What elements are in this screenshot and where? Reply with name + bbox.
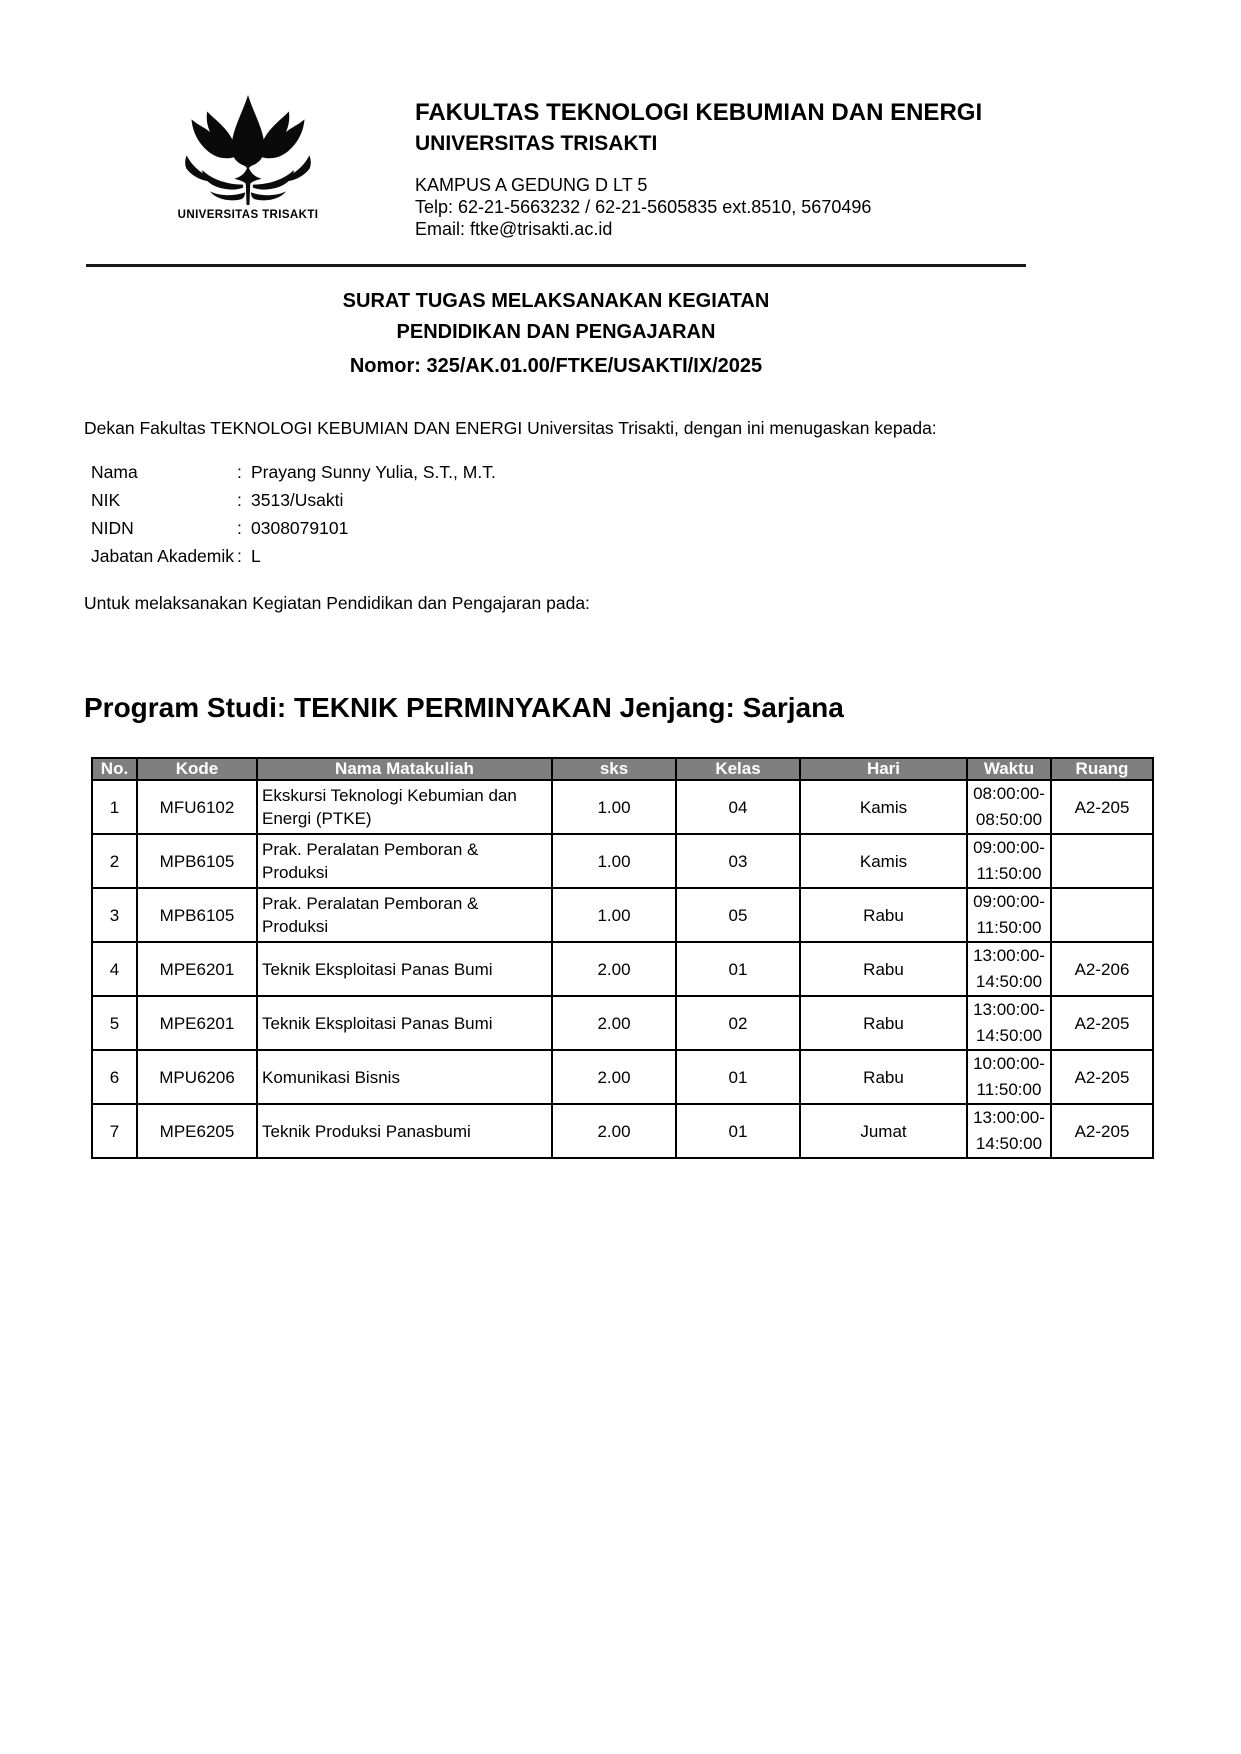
cell-waktu: 09:00:00-11:50:00: [967, 888, 1051, 942]
cell-waktu: 13:00:00-14:50:00: [967, 942, 1051, 996]
cell-no: 4: [92, 942, 137, 996]
logo-caption: UNIVERSITAS TRISAKTI: [177, 209, 319, 221]
cell-nama-matakuliah: Teknik Eksploitasi Panas Bumi: [257, 942, 552, 996]
cell-kode: MPE6201: [137, 996, 257, 1050]
cell-waktu: 08:00:00-08:50:00: [967, 780, 1051, 834]
recipient-value: L: [251, 546, 261, 566]
recipient-value: 3513/Usakti: [251, 490, 344, 510]
title-line-2: PENDIDIKAN DAN PENGAJARAN: [396, 321, 716, 343]
cell-sks: 1.00: [552, 888, 676, 942]
cell-kelas: 01: [676, 1104, 800, 1158]
cell-kelas: 01: [676, 942, 800, 996]
cell-ruang: A2-205: [1051, 1050, 1153, 1104]
cell-waktu: 13:00:00-14:50:00: [967, 996, 1051, 1050]
recipient-row-nama: [91, 458, 496, 486]
recipient-row-jabatan: [91, 542, 496, 570]
cell-no: 5: [92, 996, 137, 1050]
cell-hari: Rabu: [800, 1050, 967, 1104]
cell-nama-matakuliah: Ekskursi Teknologi Kebumian dan Energi (PTKE): [257, 780, 552, 834]
col-header-no: No.: [92, 758, 137, 780]
university-name: UNIVERSITAS TRISAKTI: [415, 132, 658, 155]
phone-line: Telp: 62-21-5663232 / 62-21-5605835 ext.8510, 5670496: [415, 197, 872, 218]
cell-kode: MPE6205: [137, 1104, 257, 1158]
recipient-label: NIK: [91, 490, 121, 510]
recipient-label: Nama: [91, 462, 138, 482]
university-logo: [163, 95, 333, 221]
cell-kelas: 01: [676, 1050, 800, 1104]
trisakti-trident-icon: [172, 95, 324, 207]
table-row: [92, 780, 1153, 834]
recipient-row-nik: [91, 486, 496, 514]
table-row: [92, 942, 1153, 996]
cell-sks: 1.00: [552, 780, 676, 834]
col-header-kode: Kode: [137, 758, 257, 780]
col-header-waktu: Waktu: [967, 758, 1051, 780]
letterhead-divider: [86, 264, 1026, 267]
table-row: [92, 1104, 1153, 1158]
cell-hari: Jumat: [800, 1104, 967, 1158]
table-row: [92, 888, 1153, 942]
cell-no: 6: [92, 1050, 137, 1104]
opening-paragraph: Dekan Fakultas TEKNOLOGI KEBUMIAN DAN ENERGI Universitas Trisakti, dengan ini menugaskan kepada:: [84, 418, 937, 438]
col-header-ruang: Ruang: [1051, 758, 1153, 780]
cell-hari: Rabu: [800, 888, 967, 942]
cell-kelas: 04: [676, 780, 800, 834]
table-row: [92, 996, 1153, 1050]
recipient-row-nidn: [91, 514, 496, 542]
recipient-details: [91, 458, 496, 570]
recipient-value: 0308079101: [251, 518, 349, 538]
cell-ruang: A2-205: [1051, 780, 1153, 834]
recipient-label: NIDN: [91, 518, 134, 538]
cell-hari: Kamis: [800, 780, 967, 834]
cell-sks: 2.00: [552, 996, 676, 1050]
cell-sks: 2.00: [552, 1050, 676, 1104]
assignment-intro: Untuk melaksanakan Kegiatan Pendidikan dan Pengajaran pada:: [84, 593, 590, 613]
cell-sks: 2.00: [552, 942, 676, 996]
cell-hari: Kamis: [800, 834, 967, 888]
cell-ruang: [1051, 888, 1153, 942]
cell-nama-matakuliah: Komunikasi Bisnis: [257, 1050, 552, 1104]
col-header-hari: Hari: [800, 758, 967, 780]
document-title: [84, 286, 1028, 382]
cell-nama-matakuliah: Prak. Peralatan Pemboran & Produksi: [257, 834, 552, 888]
cell-sks: 2.00: [552, 1104, 676, 1158]
col-header-sks: sks: [552, 758, 676, 780]
cell-kelas: 03: [676, 834, 800, 888]
cell-no: 3: [92, 888, 137, 942]
cell-no: 2: [92, 834, 137, 888]
document-number: Nomor: 325/AK.01.00/FTKE/USAKTI/IX/2025: [349, 355, 763, 377]
cell-kode: MPE6201: [137, 942, 257, 996]
cell-nama-matakuliah: Teknik Produksi Panasbumi: [257, 1104, 552, 1158]
cell-kode: MPB6105: [137, 834, 257, 888]
col-header-nama-matakuliah: Nama Matakuliah: [257, 758, 552, 780]
cell-ruang: A2-206: [1051, 942, 1153, 996]
cell-no: 1: [92, 780, 137, 834]
cell-kode: MPB6105: [137, 888, 257, 942]
cell-kode: MFU6102: [137, 780, 257, 834]
schedule-table: [91, 757, 1154, 1159]
cell-hari: Rabu: [800, 942, 967, 996]
cell-no: 7: [92, 1104, 137, 1158]
cell-kode: MPU6206: [137, 1050, 257, 1104]
recipient-separator: :: [237, 490, 242, 510]
cell-kelas: 05: [676, 888, 800, 942]
recipient-separator: :: [237, 518, 242, 538]
cell-hari: Rabu: [800, 996, 967, 1050]
email-line: Email: ftke@trisakti.ac.id: [415, 219, 613, 240]
cell-waktu: 13:00:00-14:50:00: [967, 1104, 1051, 1158]
table-row: [92, 834, 1153, 888]
recipient-separator: :: [237, 462, 242, 482]
recipient-label: Jabatan Akademik: [91, 546, 235, 566]
cell-ruang: [1051, 834, 1153, 888]
program-heading: Program Studi: TEKNIK PERMINYAKAN Jenjang: Sarjana: [84, 692, 844, 723]
title-line-1: SURAT TUGAS MELAKSANAKAN KEGIATAN: [342, 290, 770, 312]
col-header-kelas: Kelas: [676, 758, 800, 780]
cell-ruang: A2-205: [1051, 996, 1153, 1050]
cell-nama-matakuliah: Teknik Eksploitasi Panas Bumi: [257, 996, 552, 1050]
cell-ruang: A2-205: [1051, 1104, 1153, 1158]
cell-sks: 1.00: [552, 834, 676, 888]
recipient-separator: :: [237, 546, 242, 566]
campus-address: KAMPUS A GEDUNG D LT 5: [415, 175, 648, 196]
address-block: [415, 174, 1055, 240]
table-header-row: [92, 758, 1153, 780]
cell-kelas: 02: [676, 996, 800, 1050]
cell-waktu: 10:00:00-11:50:00: [967, 1050, 1051, 1104]
letterhead: [415, 98, 1055, 240]
recipient-value: Prayang Sunny Yulia, S.T., M.T.: [251, 462, 496, 482]
cell-waktu: 09:00:00-11:50:00: [967, 834, 1051, 888]
cell-nama-matakuliah: Prak. Peralatan Pemboran & Produksi: [257, 888, 552, 942]
faculty-name: FAKULTAS TEKNOLOGI KEBUMIAN DAN ENERGI: [415, 99, 983, 126]
table-row: [92, 1050, 1153, 1104]
